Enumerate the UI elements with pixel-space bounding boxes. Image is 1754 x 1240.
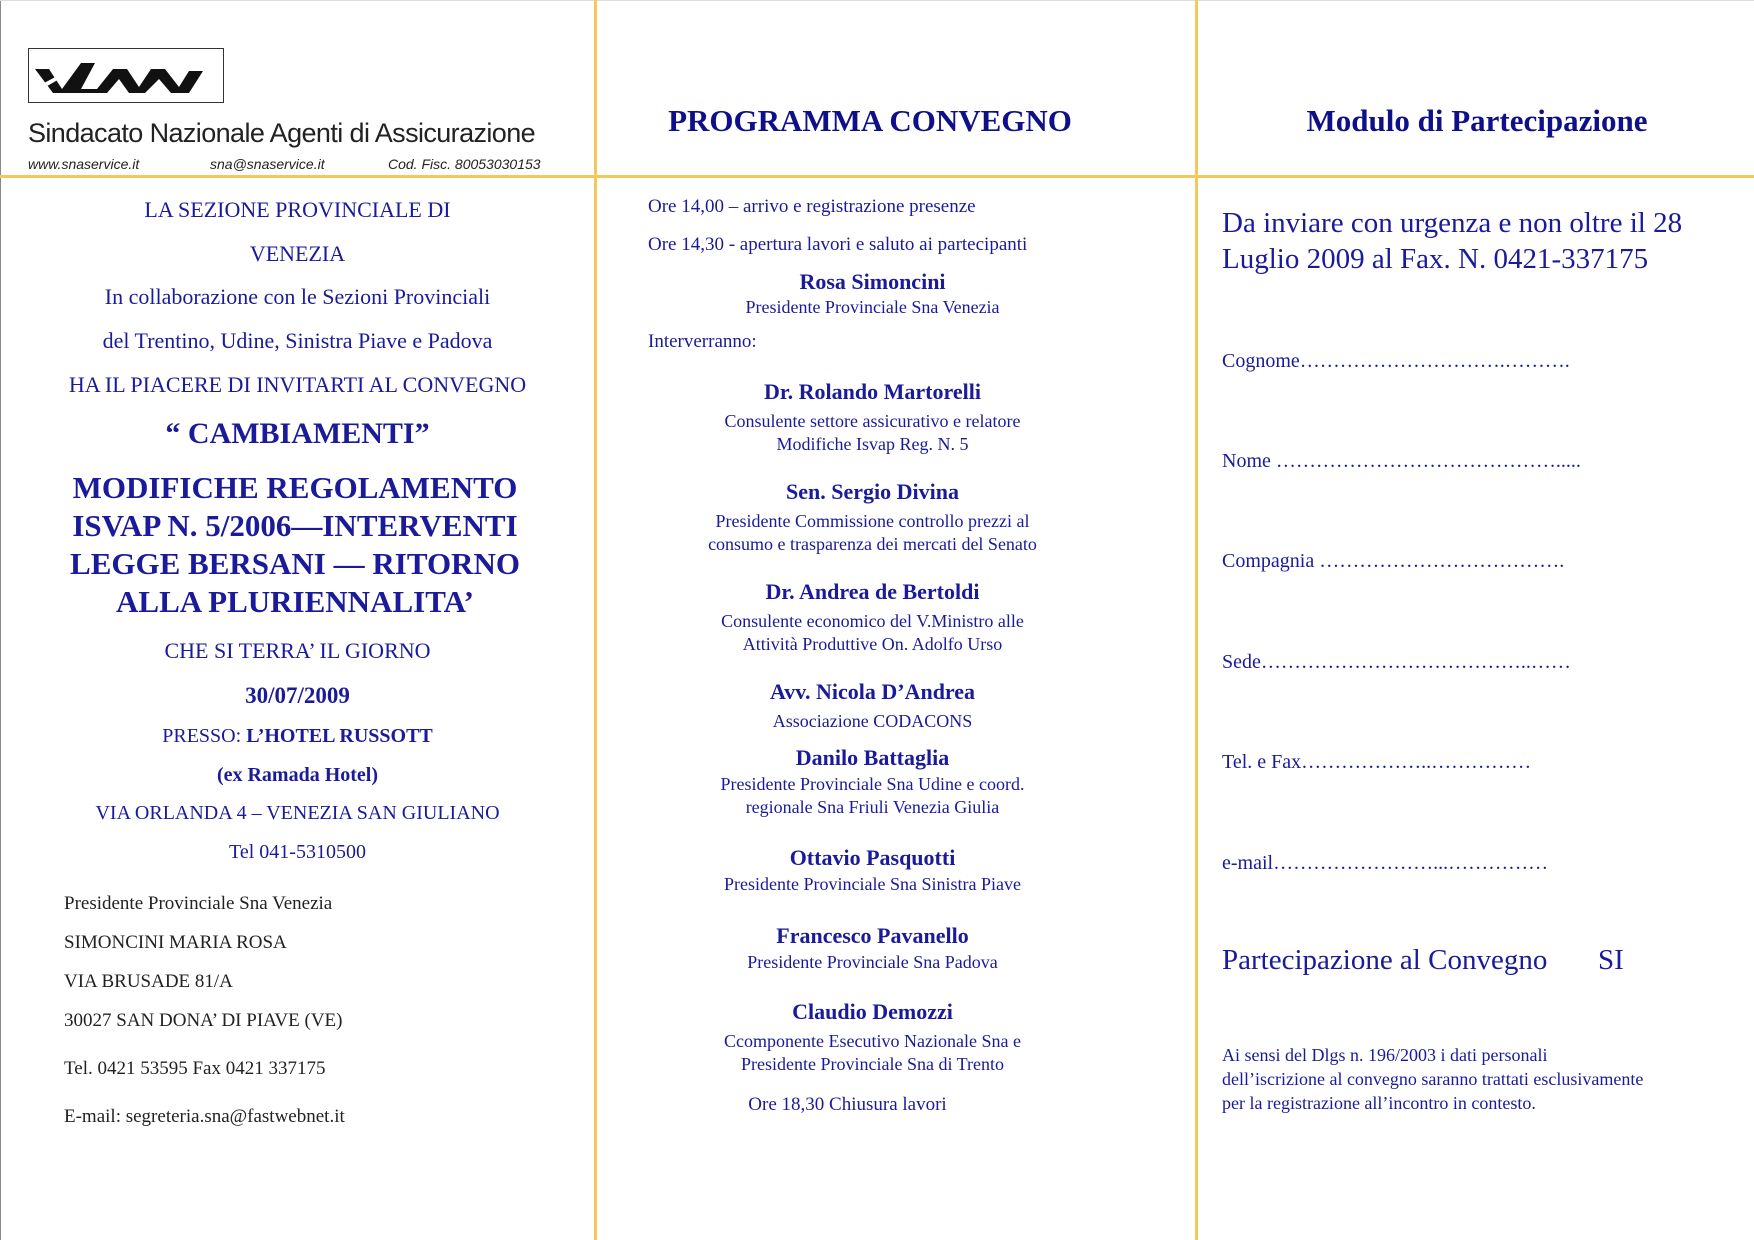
participation-value[interactable]: SI xyxy=(1598,944,1624,976)
contact-email[interactable]: E-mail: segreteria.sna@fastwebnet.it xyxy=(64,1106,345,1127)
sede-field[interactable]: Sede…………………………………..…… xyxy=(1222,651,1571,673)
contact-name: SIMONCINI MARIA ROSA xyxy=(64,932,287,953)
speaker-role: Presidente Provinciale Sna Padova xyxy=(747,952,998,972)
org-email[interactable]: sna@snaservice.it xyxy=(210,156,325,172)
speaker-name: Dr. Andrea de Bertoldi xyxy=(765,579,980,604)
speaker-role: Presidente Commissione controllo prezzi al xyxy=(715,511,1030,531)
contact-tel-fax: Tel. 0421 53595 Fax 0421 337175 xyxy=(64,1058,326,1079)
privacy-note-line-3: per la registrazione all’incontro in contesto. xyxy=(1222,1093,1536,1113)
cognome-field[interactable]: Cognome………………………….………. xyxy=(1222,350,1570,372)
speaker-name: Sen. Sergio Divina xyxy=(786,479,959,504)
event-title: “ CAMBIAMENTI” xyxy=(165,417,430,450)
privacy-note-line-2: dell’iscrizione al convegno saranno trattati esclusivamente xyxy=(1222,1069,1644,1089)
schedule-arrival: Ore 14,00 – arrivo e registrazione presenze xyxy=(648,196,976,217)
contact-role: Presidente Provinciale Sna Venezia xyxy=(64,893,333,914)
tel-fax-field[interactable]: Tel. e Fax………………..…………… xyxy=(1222,751,1532,773)
email-field[interactable]: e-mail……………………...…………… xyxy=(1222,852,1549,874)
org-website[interactable]: www.snaservice.it xyxy=(28,156,140,172)
opening-speaker-name: Rosa Simoncini xyxy=(799,269,946,294)
invite-line-2: VENEZIA xyxy=(249,241,346,266)
page-top-edge xyxy=(0,0,1754,1)
invite-line-1: LA SEZIONE PROVINCIALE DI xyxy=(144,197,451,222)
venue-name: L’HOTEL RUSSOTT xyxy=(246,725,433,747)
speaker-role: Attività Produttive On. Adolfo Urso xyxy=(742,634,1003,654)
schedule-opening: Ore 14,30 - apertura lavori e saluto ai partecipanti xyxy=(648,234,1028,255)
invite-line-5: HA IL PIACERE DI INVITARTI AL CONVEGNO xyxy=(68,372,527,397)
speaker-name: Francesco Pavanello xyxy=(776,923,969,948)
contact-street: VIA BRUSADE 81/A xyxy=(64,971,233,992)
speakers-intro: Interverranno: xyxy=(648,331,757,352)
speaker-role: Ccomponente Esecutivo Nazionale Sna e xyxy=(724,1031,1021,1051)
column-divider-2 xyxy=(1195,0,1198,1240)
speaker-role: Consulente economico del V.Ministro alle xyxy=(721,611,1024,631)
venue-address: VIA ORLANDA 4 – VENEZIA SAN GIULIANO xyxy=(95,802,500,824)
speaker-role: Presidente Provinciale Sna di Trento xyxy=(741,1054,1004,1074)
header-divider xyxy=(0,175,1754,178)
sna-logo xyxy=(28,48,224,103)
form-intro-line-2: Luglio 2009 al Fax. N. 0421-337175 xyxy=(1222,243,1649,275)
invite-line-4: del Trentino, Udine, Sinistra Piave e Padova xyxy=(102,328,493,353)
contact-city: 30027 SAN DONA’ DI PIAVE (VE) xyxy=(64,1010,343,1031)
venue-note: (ex Ramada Hotel) xyxy=(216,764,379,786)
speaker-name: Danilo Battaglia xyxy=(795,745,950,770)
column-divider-1 xyxy=(594,0,597,1240)
compagnia-field[interactable]: Compagnia ………………………………. xyxy=(1222,550,1565,572)
speaker-name: Ottavio Pasquotti xyxy=(789,845,956,870)
speaker-name: Avv. Nicola D’Andrea xyxy=(769,679,976,704)
speaker-name: Dr. Rolando Martorelli xyxy=(764,379,981,404)
org-fiscal-code: Cod. Fisc. 80053030153 xyxy=(388,156,541,172)
event-subtitle: MODIFICHE REGOLAMENTO ISVAP N. 5/2006—INTERVENTI LEGGE BERSANI — RITORNO ALLA PLURIENNALITA’ xyxy=(70,470,520,619)
venue-line xyxy=(20,725,575,748)
closing-time: Ore 18,30 Chiusura lavori xyxy=(748,1094,947,1115)
nome-field[interactable]: Nome ……………………………………..... xyxy=(1222,450,1581,472)
speaker-role: Presidente Provinciale Sna Udine e coord. xyxy=(720,774,1025,794)
opening-speaker-role: Presidente Provinciale Sna Venezia xyxy=(745,297,1000,317)
sna-logo-mark xyxy=(29,49,223,102)
speaker-name: Claudio Demozzi xyxy=(792,999,953,1024)
privacy-note-line-1: Ai sensi del Dlgs n. 196/2003 i dati personali xyxy=(1222,1045,1548,1065)
speaker-role: consumo e trasparenza dei mercati del Senato xyxy=(708,534,1037,554)
speaker-role: Presidente Provinciale Sna Sinistra Piave xyxy=(724,874,1021,894)
participation-label: Partecipazione al Convegno xyxy=(1222,944,1548,976)
venue-prefix: PRESSO: xyxy=(162,725,247,747)
date-intro: CHE SI TERRA’ IL GIORNO xyxy=(164,638,431,663)
speaker-role: Modifiche Isvap Reg. N. 5 xyxy=(776,434,969,454)
speaker-role: Associazione CODACONS xyxy=(772,711,973,731)
program-heading: PROGRAMMA CONVEGNO xyxy=(668,103,1072,138)
venue-phone: Tel 041-5310500 xyxy=(229,841,366,863)
event-date: 30/07/2009 xyxy=(245,683,350,708)
page-left-edge xyxy=(0,0,1,1240)
form-intro-line-1: Da inviare con urgenza e non oltre il 28 xyxy=(1222,207,1683,239)
speaker-role: regionale Sna Friuli Venezia Giulia xyxy=(745,797,1000,817)
speaker-role: Consulente settore assicurativo e relatore xyxy=(724,411,1021,431)
form-heading: Modulo di Partecipazione xyxy=(1306,103,1648,138)
invite-line-3: In collaborazione con le Sezioni Provinciali xyxy=(104,284,491,309)
org-name: Sindacato Nazionale Agenti di Assicurazione xyxy=(28,118,536,148)
